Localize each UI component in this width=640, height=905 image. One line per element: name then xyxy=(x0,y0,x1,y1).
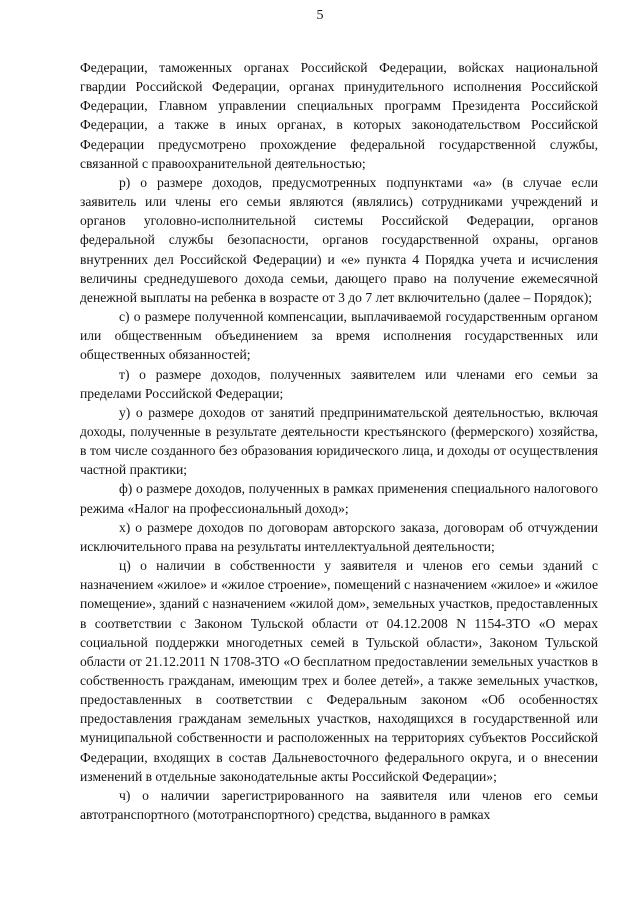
body-text xyxy=(80,58,598,824)
paragraph-item-s: с) о размере полученной компенсации, выплачиваемой государственным органом или общественным объединением за время исполнения государственных или общественных обязанностей; xyxy=(80,309,598,363)
paragraph-item-u: у) о размере доходов от занятий предпринимательской деятельностью, включая доходы, полученные в результате деятельности крестьянского (фермерского) хозяйства, в том числе созданного без образования юридического лица, и доходы от осуществления частной практики; xyxy=(80,404,598,478)
paragraph-item-f: ф) о размере доходов, полученных в рамках применения специального налогового режима «Налог на профессиональный доход»; xyxy=(80,481,598,516)
paragraph-continuation: Федерации, таможенных органах Российской Федерации, войсках национальной гвардии Российской Федерации, органах принудительного исполнения Российской Федерации, Главном управлении специальных программ Президента Российской Федерации, а также в иных органах, в которых законодательством Российской Федерации предусмотрено прохождение федеральной государственной службы, связанной с правоохранительной деятельностью; xyxy=(80,60,598,171)
paragraph-item-ts: ц) о наличии в собственности у заявителя и членов его семьи зданий с назначением «жилое» и «жилое строение», помещений с назначением «жилое» и «жилое помещение», зданий с назначением «жилой дом», земельных участков, предоставленных в соответствии с Законом Тульской области от 04.12.2008 N 1154-ЗТО «О мерах социальной поддержки многодетных семей в Тульской области», Законом Тульской области от 21.12.2011 N 1708-ЗТО «О бесплатном предоставлении земельных участков в собственность гражданам, имеющим трех и более детей», а также земельных участков, предоставленных в соответствии с Федеральным законом «Об особенностях предоставления гражданам земельных участков, находящихся в государственной или муниципальной собственности и расположенных на территориях субъектов Российской Федерации, входящих в состав Дальневосточного федерального округа, и о внесении изменений в отдельные законодательные акты Российской Федерации»; xyxy=(80,558,598,784)
paragraph-item-ch: ч) о наличии зарегистрированного на заявителя или членов его семьи автотранспортного (мототранспортного) средства, выданного в рамках xyxy=(80,787,598,823)
page-number: 5 xyxy=(316,8,324,23)
paragraph-item-t: т) о размере доходов, полученных заявителем или членами его семьи за пределами Российской Федерации; xyxy=(80,366,598,401)
paragraph-item-r: р) о размере доходов, предусмотренных подпунктами «а» (в случае если заявитель или члены его семьи являются (являлись) сотрудниками учреждений и органов уголовно-исполнительной системы Российской Федерации, органов федеральной службы безопасности, органов государственной охраны, органов внутренних дел Российской Федерации) и «е» пункта 4 Порядка учета и исчисления величины среднедушевого дохода семьи, дающего право на получение ежемесячной денежной выплаты на ребенка в возрасте от 3 до 7 лет включительно (далее – Порядок); xyxy=(80,174,598,305)
paragraph-item-kh: х) о размере доходов по договорам авторского заказа, договорам об отчуждении исключительного права на результаты интеллектуальной деятельности; xyxy=(80,519,598,554)
